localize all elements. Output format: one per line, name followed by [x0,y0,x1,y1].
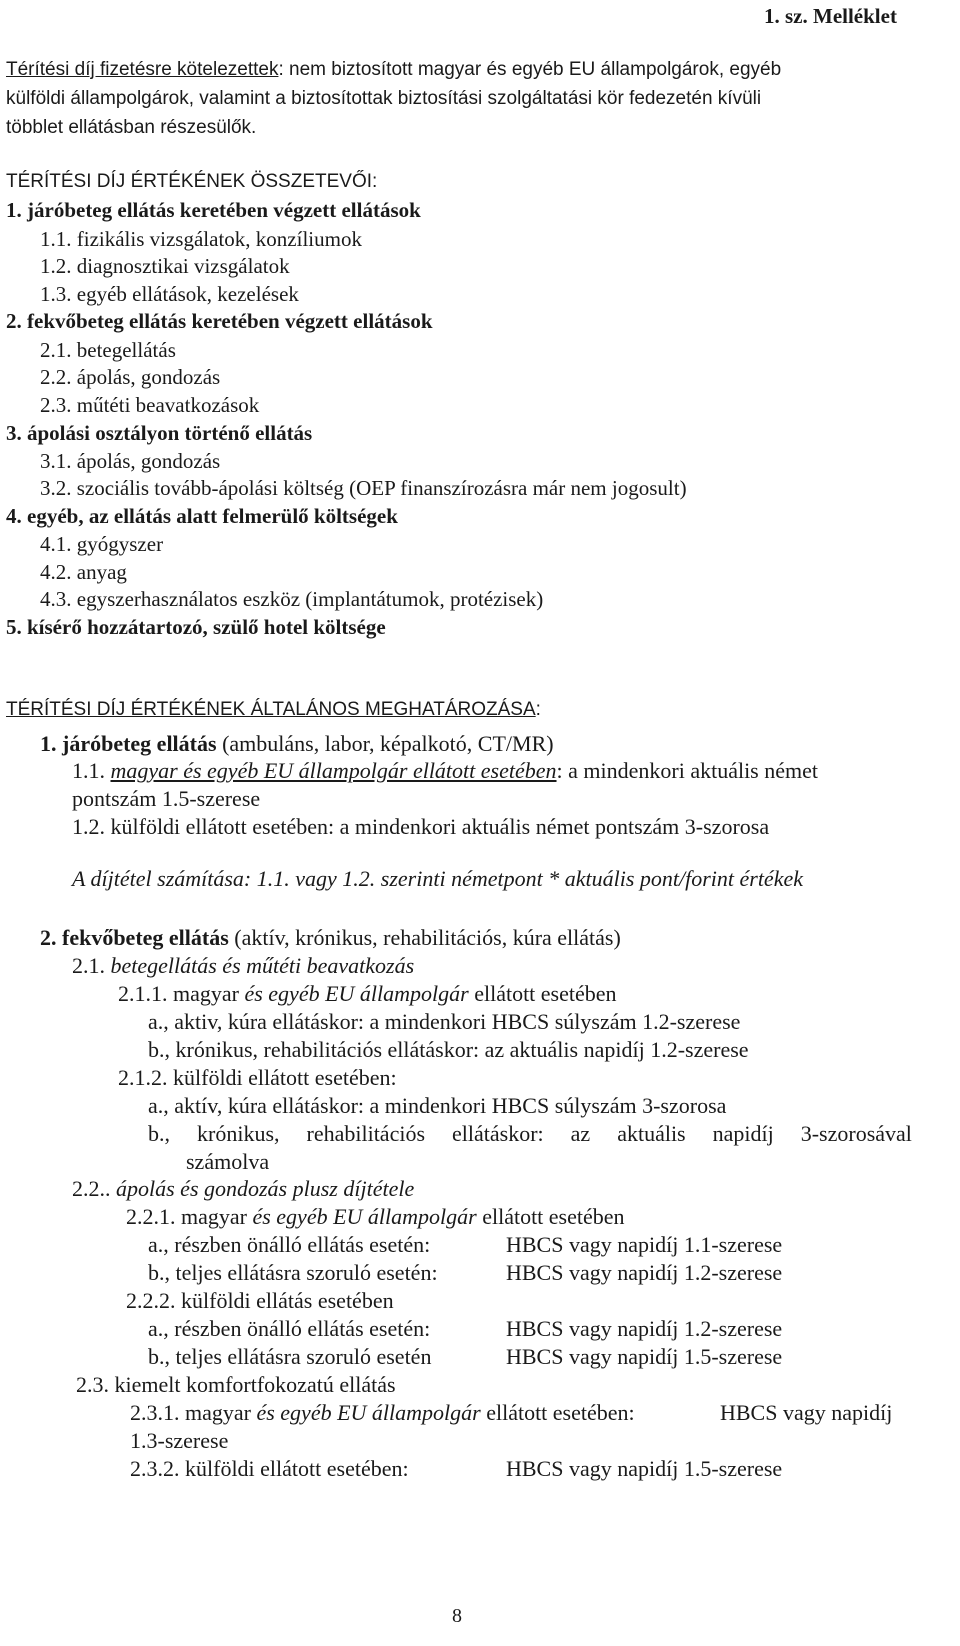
component-item: 4.2. anyag [40,560,127,584]
component-item: 2. fekvőbeteg ellátás keretében végzett ellátások [6,309,433,333]
section-2-2-1-a-value: HBCS vagy napidíj 1.1-szerese [506,1232,783,1257]
section-2-3-1: 2.3.1. magyar és egyéb EU állampolgár ellátott esetében: [130,1400,635,1425]
section-1-1: 1.1. magyar és egyéb EU állampolgár ellátott esetében: a mindenkori aktuális német [72,758,819,783]
section-2-3-1-value: HBCS vagy napidíj [720,1400,893,1425]
component-item: 1.3. egyéb ellátások, kezelések [40,282,299,306]
section-2-2-2-b-value: HBCS vagy napidíj 1.5-szerese [506,1344,783,1369]
formula: A díjtétel számítása: 1.1. vagy 1.2. szerinti németpont * aktuális pont/forint értékek [72,866,803,891]
component-item: 4. egyéb, az ellátás alatt felmerülő költségek [6,504,398,528]
component-item: 4.1. gyógyszer [40,532,164,556]
component-item: 2.3. műtéti beavatkozások [40,393,260,417]
component-item: 4.3. egyszerhasználatos eszköz (implantátumok, protézisek) [40,587,544,611]
component-item: 1.1. fizikális vizsgálatok, konzíliumok [40,227,362,251]
component-item: 1.2. diagnosztikai vizsgálatok [40,254,290,278]
section-2-3: 2.3. kiemelt komfortfokozatú ellátás [76,1372,396,1397]
component-item: 5. kísérő hozzátartozó, szülő hotel költsége [6,615,386,639]
section-2-1-1-b: b., krónikus, rehabilitációs ellátáskor: az aktuális napidíj 1.2-szerese [148,1037,749,1062]
section-2-2-2: 2.2.2. külföldi ellátás esetében [126,1288,394,1313]
general-heading: TÉRÍTÉSI DÍJ ÉRTÉKÉNEK ÁLTALÁNOS MEGHATÁROZÁSA: [6,699,541,720]
section-2-3-2-value: HBCS vagy napidíj 1.5-szerese [506,1456,783,1481]
section-2-3-2-label: 2.3.2. külföldi ellátott esetében: [130,1456,409,1481]
section-2-title: 2. fekvőbeteg ellátás (aktív, krónikus, rehabilitációs, kúra ellátás) [40,925,621,950]
section-2-2-2-b-label: b., teljes ellátásra szoruló esetén [148,1344,432,1369]
intro-line-3: többlet ellátásban részesülők. [6,117,257,138]
section-2-2: 2.2.. ápolás és gondozás plusz díjtétele [72,1176,415,1201]
section-2-1-1-a: a., aktiv, kúra ellátáskor: a mindenkori HBCS súlyszám 1.2-szerese [148,1009,741,1034]
annex-label: 1. sz. Melléklet [764,4,897,28]
section-2-2-1-b-value: HBCS vagy napidíj 1.2-szerese [506,1260,783,1285]
section-1-2: 1.2. külföldi ellátott esetében: a mindenkori aktuális német pontszám 3-szorosa [72,814,770,839]
intro-line-2: külföldi állampolgárok, valamint a biztosítottak biztosítási szolgáltatási kör fedezetén kívüli [6,88,762,109]
section-2-3-1-cont: 1.3-szerese [130,1428,229,1453]
component-item: 1. járóbeteg ellátás keretében végzett ellátások [6,198,421,222]
component-item: 3.1. ápolás, gondozás [40,449,221,473]
page-number: 8 [452,1605,462,1627]
section-1-title: 1. járóbeteg ellátás (ambuláns, labor, képalkotó, CT/MR) [40,731,554,756]
section-2-1-1: 2.1.1. magyar és egyéb EU állampolgár ellátott esetében [118,981,617,1006]
component-item: 2.2. ápolás, gondozás [40,365,221,389]
section-2-1-2-a: a., aktív, kúra ellátáskor: a mindenkori HBCS súlyszám 3-szorosa [148,1093,727,1118]
section-2-2-2-a-label: a., részben önálló ellátás esetén: [148,1316,431,1341]
component-item: 2.1. betegellátás [40,338,176,362]
section-2-2-1: 2.2.1. magyar és egyéb EU állampolgár ellátott esetében [126,1204,625,1229]
intro-label: Térítési díj fizetésre kötelezettek [6,59,279,80]
section-1-1-cont: pontszám 1.5-szerese [72,786,261,811]
section-2-1: 2.1. betegellátás és műtéti beavatkozás [72,953,415,978]
section-2-2-1-b-label: b., teljes ellátásra szoruló esetén: [148,1260,438,1285]
component-item: 3. ápolási osztályon történő ellátás [6,421,313,445]
section-2-1-2: 2.1.2. külföldi ellátott esetében: [118,1065,397,1090]
section-2-2-1-a-label: a., részben önálló ellátás esetén: [148,1232,431,1257]
section-2-2-2-a-value: HBCS vagy napidíj 1.2-szerese [506,1316,783,1341]
component-item: 3.2. szociális tovább-ápolási költség (OEP finanszírozásra már nem jogosult) [40,476,687,500]
components-heading: TÉRÍTÉSI DÍJ ÉRTÉKÉNEK ÖSSZETEVŐI: [6,171,378,192]
section-2-1-2-b: b., krónikus, rehabilitációs ellátáskor: az aktuális napidíj 3-szorosával [148,1121,912,1146]
section-2-1-2-b-cont: számolva [186,1149,270,1174]
intro-line-1: Térítési díj fizetésre kötelezettek: nem biztosított magyar és egyéb EU állampolgárok, egyéb [6,59,782,80]
